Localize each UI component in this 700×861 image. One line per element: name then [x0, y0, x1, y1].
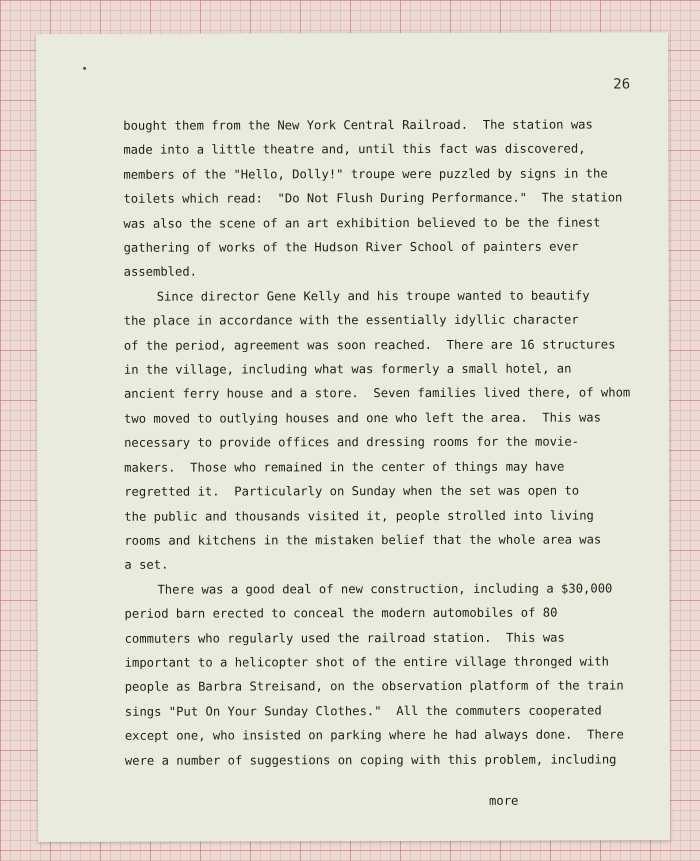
text-line: regretted it. Particularly on Sunday when the set was open to	[124, 483, 580, 499]
paper-mark	[83, 67, 86, 70]
text-line: necessary to provide offices and dressing rooms for the movie-	[124, 434, 580, 451]
text-line: bought them from the New York Central Railroad. The station was	[123, 117, 593, 133]
text-line: in the village, including what was formerly a small hotel, an	[123, 361, 572, 377]
text-line: except one, who insisted on parking where he had always done. There	[124, 727, 624, 743]
text-line: a set.	[124, 557, 169, 573]
text-line: There was a good deal of new construction, including a $30,000	[157, 581, 613, 597]
text-line: toilets which read: "Do Not Flush During Performance." The station	[123, 190, 623, 206]
text-line: assembled.	[123, 265, 198, 280]
text-line: sings "Put On Your Sunday Clothes." All the commuters cooperated	[124, 703, 602, 719]
text-line: Since director Gene Kelly and his troupe wanted to beautify	[156, 288, 590, 304]
text-line: commuters who regularly used the railroad station. This was	[124, 630, 565, 646]
body-text	[123, 112, 645, 772]
page-number: 26	[613, 76, 631, 93]
typewritten-page	[36, 32, 670, 842]
text-line: ancient ferry house and a store. Seven families lived there, of whom	[123, 385, 631, 402]
text-line: the public and thousands visited it, people strolled into living	[124, 508, 594, 524]
continuation-marker: more	[488, 793, 519, 808]
text-line: were a number of suggestions on coping with this problem, including	[124, 752, 617, 768]
text-line: gathering of works of the Hudson River School of painters ever	[123, 239, 579, 255]
text-line: rooms and kitchens in the mistaken belief that the whole area was	[124, 532, 602, 548]
text-line: period barn erected to conceal the modern automobiles of 80	[124, 605, 558, 621]
text-line: the place in accordance with the essentially idyllic character	[123, 312, 579, 329]
text-line: members of the "Hello, Dolly!" troupe were puzzled by signs in the	[123, 166, 608, 182]
text-line: of the period, agreement was soon reached. There are 16 structures	[123, 337, 616, 353]
text-line: made into a little theatre and, until this fact was discovered,	[123, 141, 586, 158]
text-line: makers. Those who remained in the center of things may have	[124, 459, 565, 475]
text-line: two moved to outlying houses and one who left the area. This was	[123, 410, 601, 426]
text-line: was also the scene of an art exhibition believed to be the finest	[123, 215, 601, 231]
text-line: important to a helicopter shot of the entire village thronged with	[124, 654, 609, 670]
text-line: people as Barbra Streisand, on the observation platform of the train	[124, 678, 624, 695]
